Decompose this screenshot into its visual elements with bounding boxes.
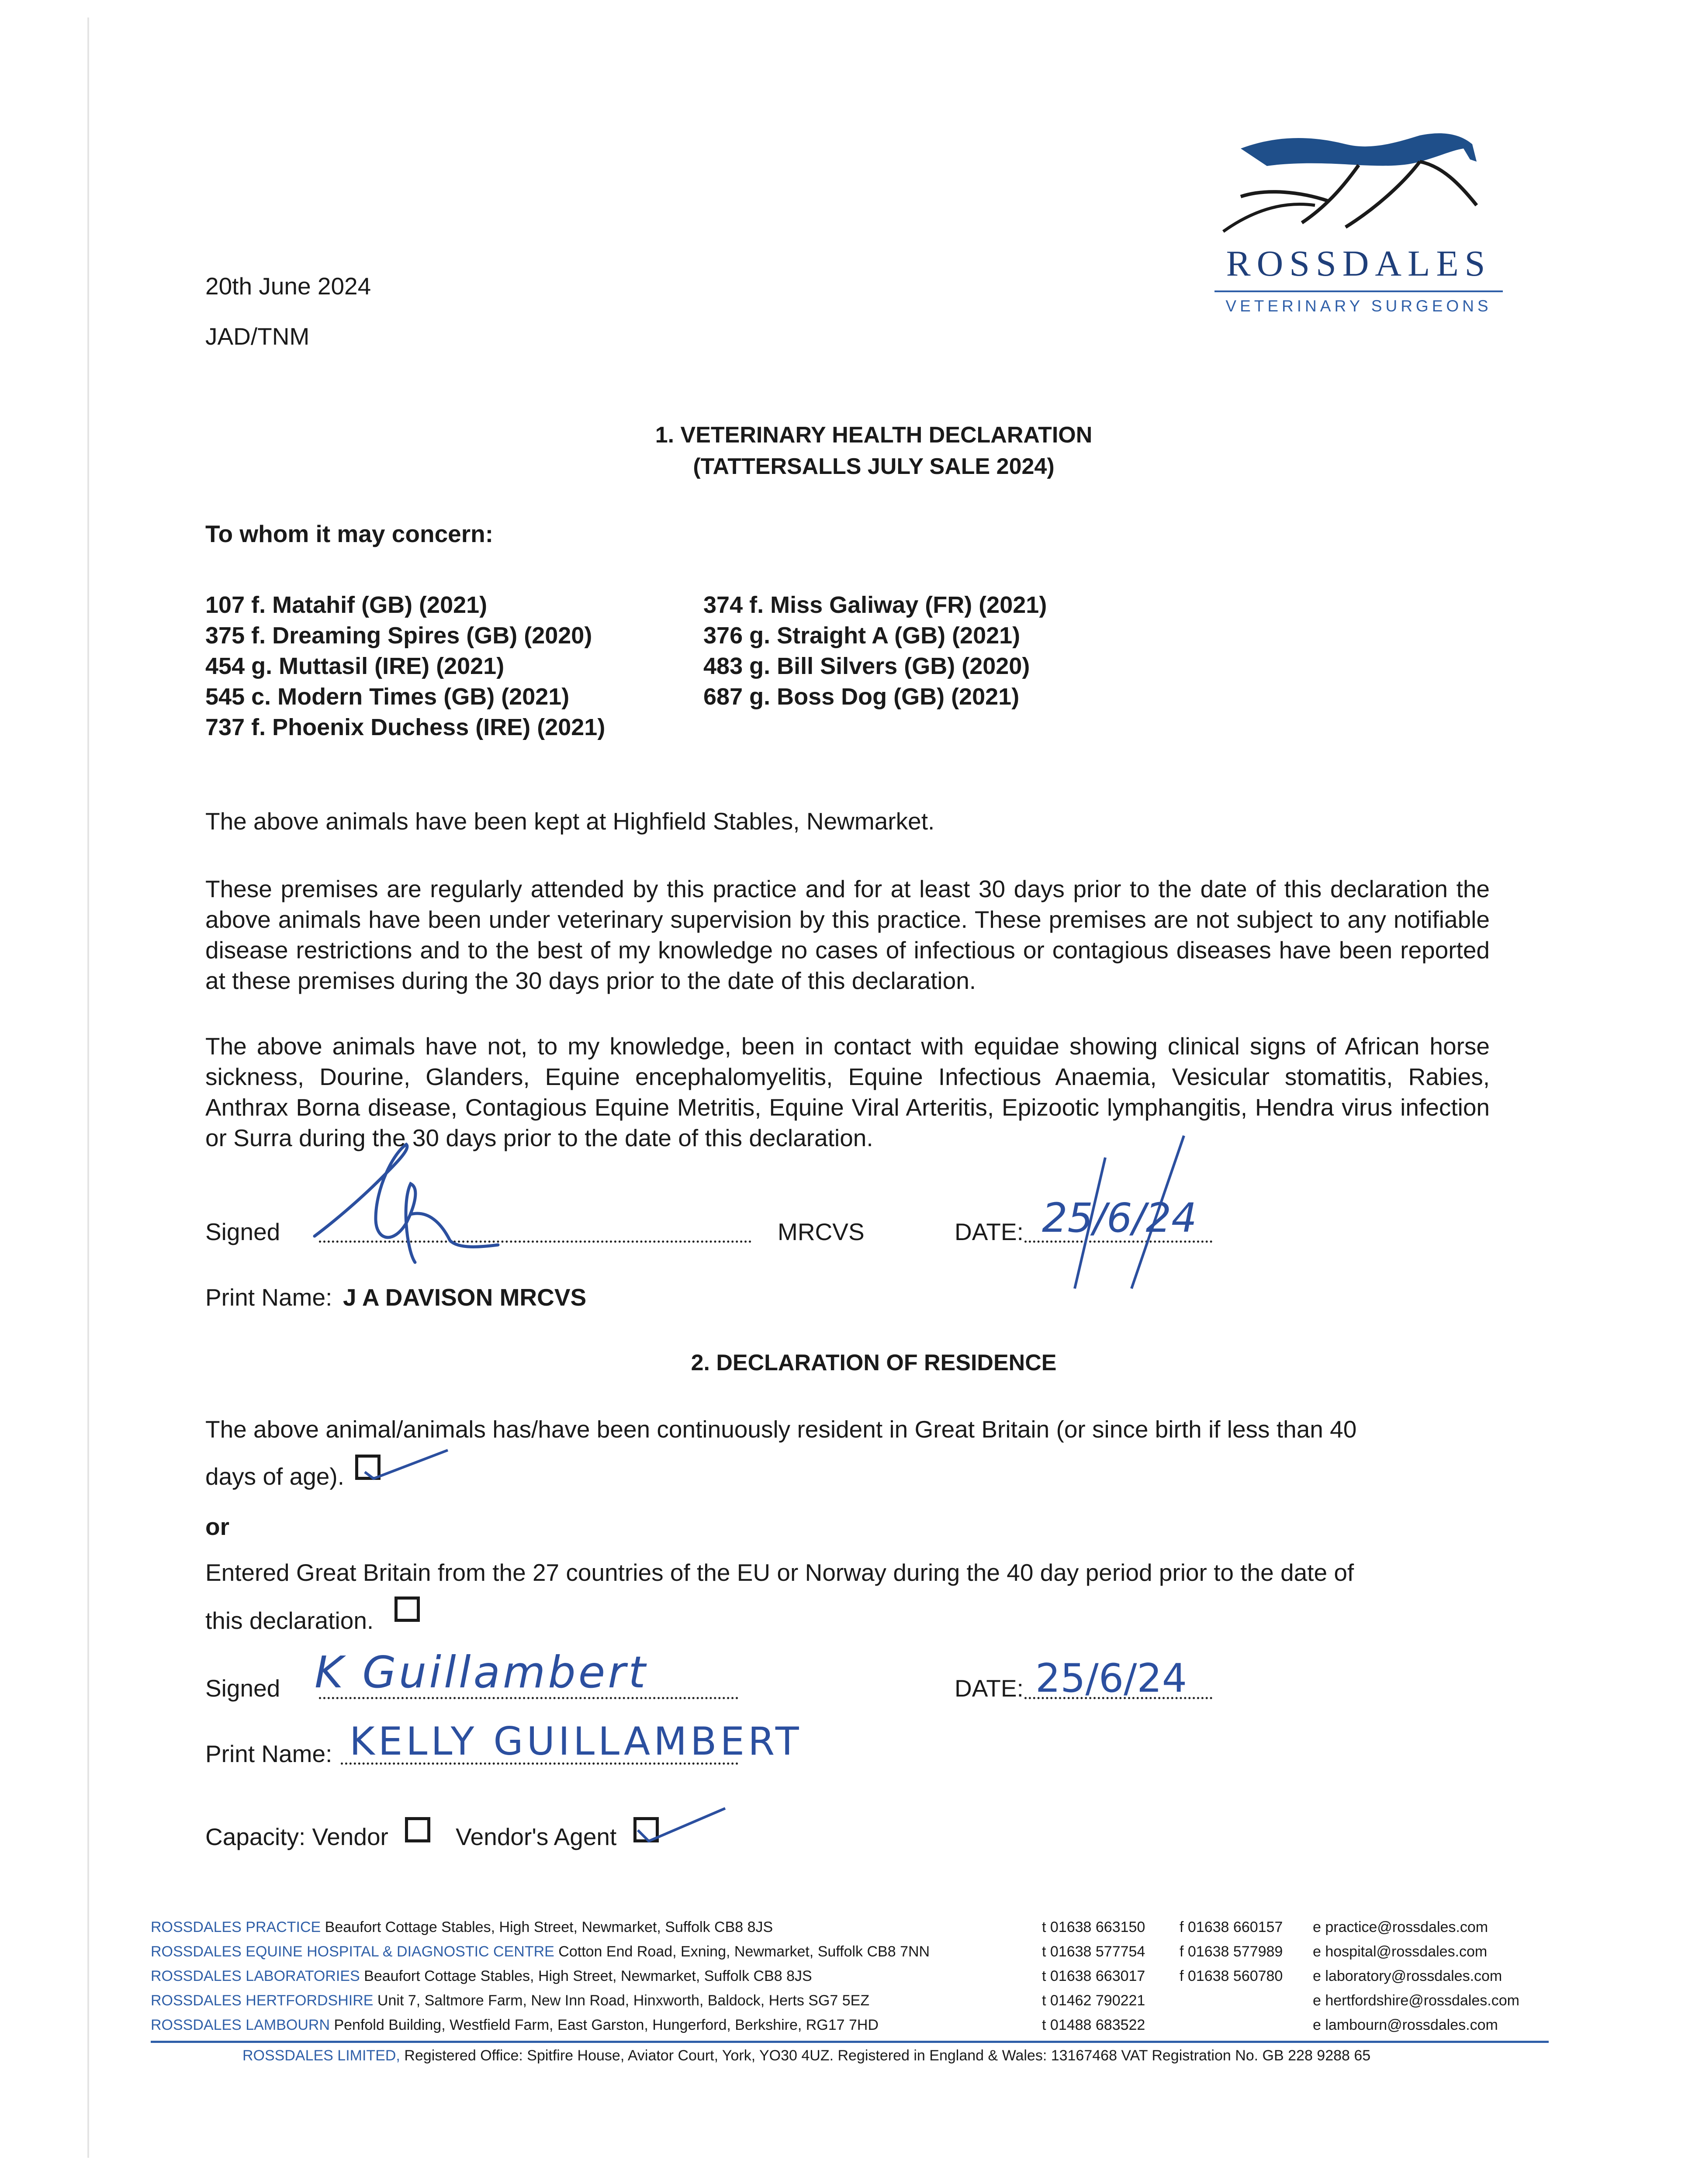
horse-list-left	[205, 590, 605, 743]
list-item: 107 f. Matahif (GB) (2021)	[205, 592, 488, 618]
brand-tagline: VETERINARY SURGEONS	[1225, 297, 1492, 315]
paragraph-supervision: These premises are regularly attended by this practice and for at least 30 days prior to the date of this declaration the above animals have been under veterinary supervision by this practice. These premises are not subject to any notifiable disease restrictions and to the best of my knowledge no cases of infectious or contagious diseases have been reported at these premises during the 30 days prior to the date of this declaration.	[205, 875, 1490, 994]
brand-rule	[1214, 290, 1503, 292]
section1-title	[481, 419, 1267, 482]
capacity-agent-label: Vendor's Agent	[456, 1823, 617, 1850]
residence-option1-line1: The above animal/animals has/have been continuously resident in Great Britain (or since birth if less than 40	[205, 1416, 1357, 1443]
footer-office-name: ROSSDALES LABORATORIES	[151, 1968, 360, 1984]
footer-office-name: ROSSDALES LAMBOURN	[151, 2017, 330, 2033]
footer-phone: t 01638 663150	[1042, 1919, 1145, 1935]
footer-phone: t 01462 790221	[1042, 1992, 1145, 2009]
footer-email[interactable]: e laboratory@rossdales.com	[1313, 1968, 1502, 1984]
letter-date: 20th June 2024	[205, 273, 371, 300]
footer-email[interactable]: e practice@rossdales.com	[1313, 1919, 1488, 1935]
list-item: 545 c. Modern Times (GB) (2021)	[205, 684, 570, 710]
horse-logo-icon	[1214, 118, 1503, 245]
vet-date-handwritten: 25/6/24	[1042, 1195, 1197, 1241]
footer-fax: f 01638 577989	[1180, 1943, 1283, 1960]
scan-margin-line	[87, 17, 89, 2158]
letter-reference: JAD/TNM	[205, 323, 310, 350]
agent-date-handwritten: 25/6/24	[1035, 1655, 1187, 1701]
footer-rule	[151, 2041, 1549, 2043]
footer-office-name: ROSSDALES HERTFORDSHIRE	[151, 1992, 374, 2009]
footer-email[interactable]: e lambourn@rossdales.com	[1313, 2017, 1498, 2033]
residence-option2-line1: Entered Great Britain from the 27 countries of the EU or Norway during the 40 day period prior to the date of	[205, 1559, 1354, 1586]
section1-title-line1: 1. VETERINARY HEALTH DECLARATION	[655, 422, 1093, 448]
residence-option2-line2: this declaration.	[205, 1607, 374, 1634]
footer-office-address: Beaufort Cottage Stables, High Street, Newmarket, Suffolk CB8 8JS	[364, 1968, 812, 1984]
checkmark-icon	[356, 1441, 452, 1489]
footer-row	[151, 2015, 879, 2035]
footer	[151, 1918, 1549, 2084]
agent-signature: K Guillambert	[315, 1647, 648, 1698]
footer-fax: f 01638 560780	[1180, 1968, 1283, 1984]
paragraph-premises: The above animals have been kept at Highfield Stables, Newmarket.	[205, 808, 935, 835]
footer-row	[151, 1918, 773, 1937]
checkmark-icon	[633, 1800, 730, 1852]
footer-office-address: Unit 7, Saltmore Farm, New Inn Road, Hinxworth, Baldock, Herts SG7 5EZ	[377, 1992, 870, 2009]
footer-registered-name: ROSSDALES LIMITED,	[242, 2047, 400, 2064]
section2-title: 2. DECLARATION OF RESIDENCE	[691, 1350, 1057, 1375]
footer-email[interactable]: e hospital@rossdales.com	[1313, 1943, 1488, 1960]
print-name-label-2: Print Name:	[205, 1740, 332, 1767]
date-label-1: DATE:	[955, 1218, 1024, 1245]
list-item: 687 g. Boss Dog (GB) (2021)	[703, 684, 1020, 710]
list-item: 376 g. Straight A (GB) (2021)	[703, 622, 1021, 649]
salutation: To whom it may concern:	[205, 520, 494, 547]
or-label: or	[205, 1513, 229, 1540]
list-item: 483 g. Bill Silvers (GB) (2020)	[703, 653, 1030, 679]
date-slashes-1	[1057, 1131, 1188, 1293]
footer-fax: f 01638 660157	[1180, 1919, 1283, 1935]
footer-office-address: Penfold Building, Westfield Farm, East Garston, Hungerford, Berkshire, RG17 7HD	[334, 2017, 879, 2033]
footer-phone: t 01638 577754	[1042, 1943, 1145, 1960]
section1-title-line2: (TATTERSALLS JULY SALE 2024)	[693, 454, 1055, 479]
list-item: 374 f. Miss Galiway (FR) (2021)	[703, 592, 1047, 618]
footer-row	[151, 1966, 812, 1986]
date-label-2: DATE:	[955, 1675, 1024, 1702]
footer-phone: t 01488 683522	[1042, 2017, 1145, 2033]
letterhead	[1214, 118, 1503, 328]
vet-signature	[306, 1136, 550, 1267]
footer-office-address: Beaufort Cottage Stables, High Street, Newmarket, Suffolk CB8 8JS	[325, 1919, 773, 1935]
footer-office-name: ROSSDALES PRACTICE	[151, 1919, 321, 1935]
list-item: 375 f. Dreaming Spires (GB) (2020)	[205, 622, 592, 649]
paragraph-disease-contact: The above animals have not, to my knowledge, been in contact with equidae showing clinical signs of African horse sickness, Dourine, Glanders, Equine encephalomyelitis, Equine Infectious Anaemia, Vesicular stomatitis, Rabies, Anthrax Borna disease, Contagious Equine Metritis, Equine Viral Arteritis, Epizootic lymphangitis, Hendra virus infection or Surra during the 30 days prior to the date of this declaration.	[205, 1033, 1490, 1151]
footer-row	[151, 1942, 930, 1961]
footer-phone: t 01638 663017	[1042, 1968, 1145, 1984]
print-name-value-1: J A DAVISON MRCVS	[343, 1284, 587, 1311]
footer-row	[151, 1991, 869, 2010]
agent-print-name-handwritten: KELLY GUILLAMBERT	[349, 1719, 803, 1764]
capacity-label: Capacity: Vendor	[205, 1823, 388, 1850]
list-item: 737 f. Phoenix Duchess (IRE) (2021)	[205, 714, 605, 740]
signed-label-1: Signed	[205, 1218, 280, 1245]
brand-name: ROSSDALES	[1226, 243, 1491, 284]
mrcvs-label: MRCVS	[778, 1218, 865, 1245]
footer-registered	[242, 2046, 1370, 2065]
capacity-checkbox-vendor[interactable]	[405, 1817, 430, 1842]
footer-office-address: Cotton End Road, Exning, Newmarket, Suffolk CB8 7NN	[558, 1943, 930, 1960]
footer-email[interactable]: e hertfordshire@rossdales.com	[1313, 1992, 1519, 2009]
horse-list-right	[703, 590, 1047, 712]
residence-checkbox-eu[interactable]	[394, 1597, 420, 1622]
residence-option1-line2: days of age).	[205, 1463, 344, 1490]
print-name-label-1: Print Name:	[205, 1284, 332, 1311]
list-item: 454 g. Muttasil (IRE) (2021)	[205, 653, 505, 679]
footer-office-name: ROSSDALES EQUINE HOSPITAL & DIAGNOSTIC CENTRE	[151, 1943, 554, 1960]
signed-label-2: Signed	[205, 1675, 280, 1702]
footer-registered-text: Registered Office: Spitfire House, Aviator Court, York, YO30 4UZ. Registered in England & Wales: 13167468 VAT Registration No. GB 228 9288 65	[404, 2047, 1371, 2064]
